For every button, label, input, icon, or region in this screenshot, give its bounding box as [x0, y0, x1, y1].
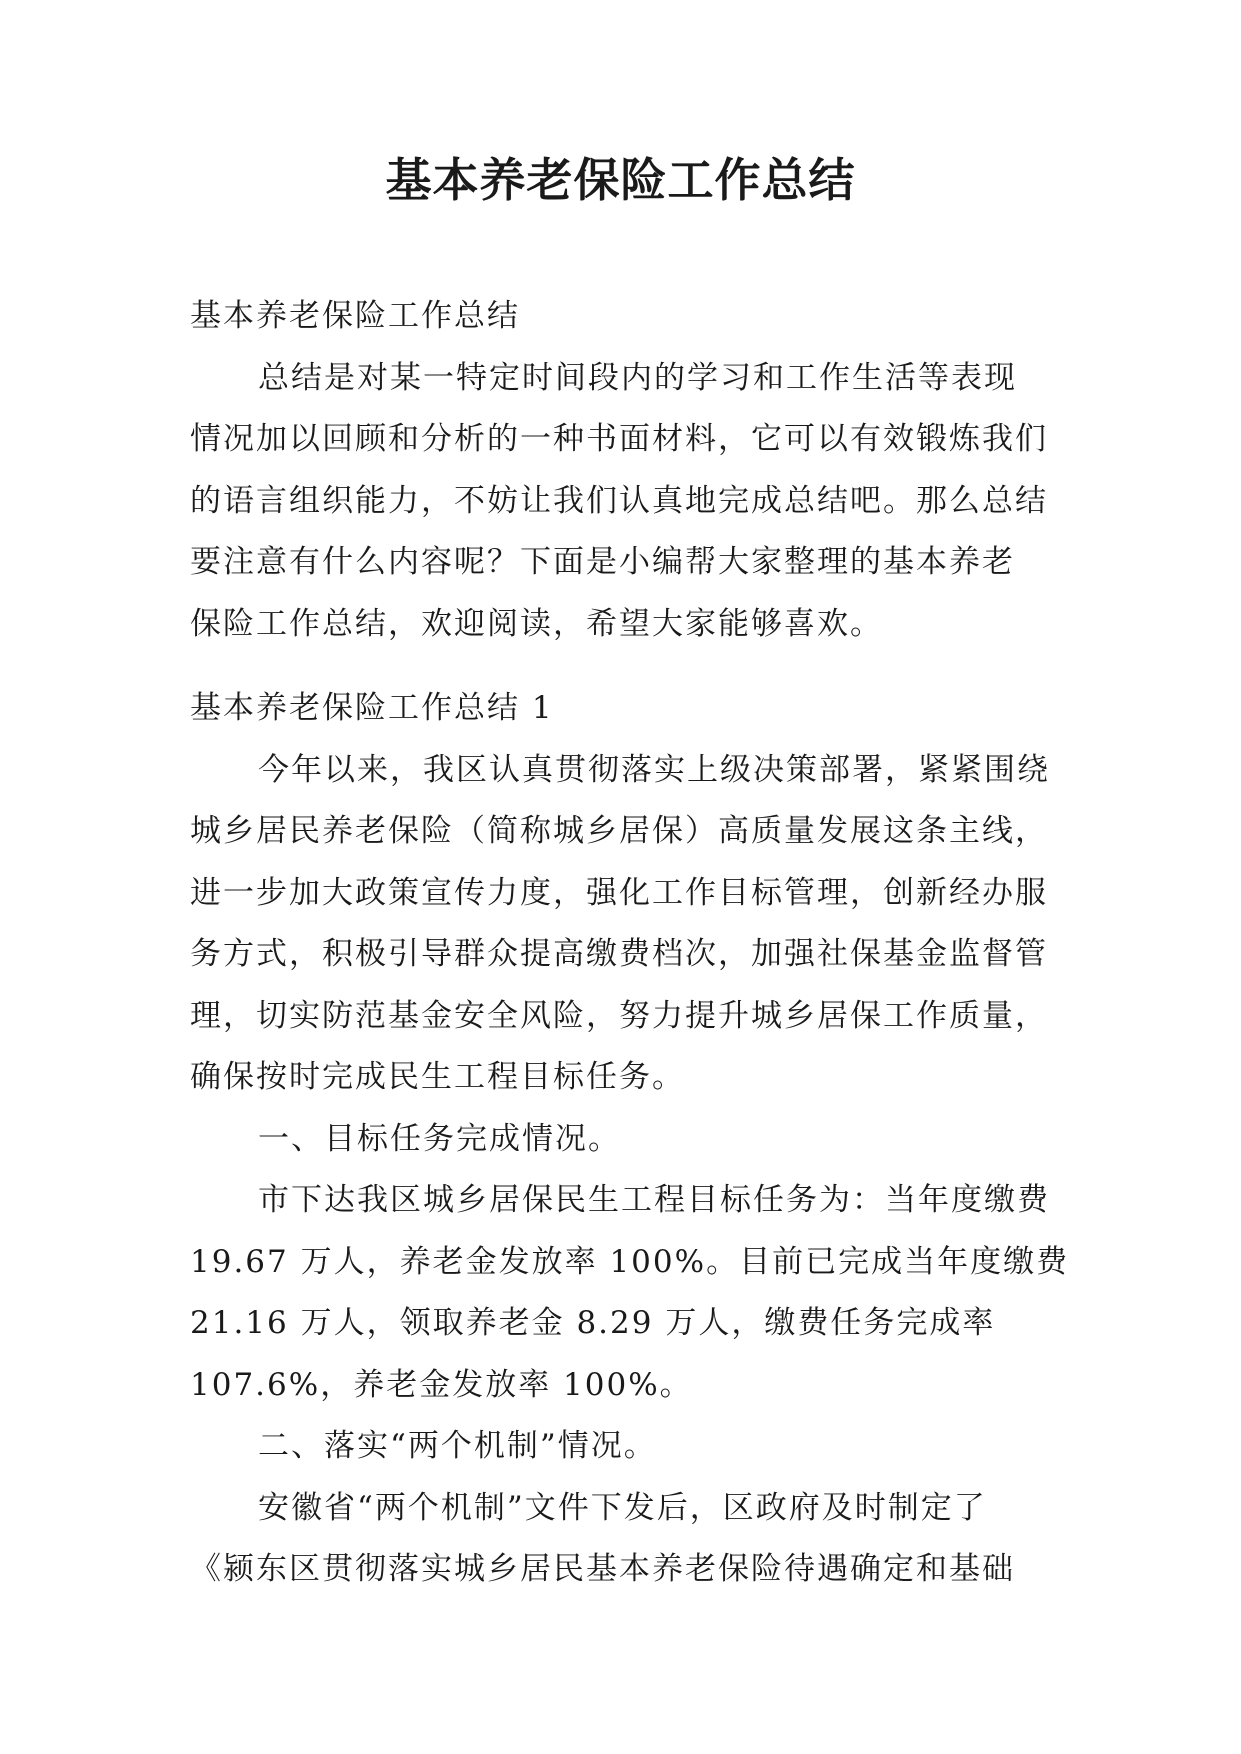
intro-line-5: 保险工作总结，欢迎阅读，希望大家能够喜欢。	[190, 605, 883, 642]
section-1-line-9: 19.67 万人，养老金发放率 100%。目前已完成当年度缴费	[190, 1243, 1070, 1280]
section-1-line-11: 107.6%，养老金发放率 100%。	[190, 1366, 693, 1403]
section-1-line-8: 市下达我区城乡居保民生工程目标任务为：当年度缴费	[258, 1182, 1050, 1218]
section-1-line-5: 理，切实防范基金安全风险，努力提升城乡居保工作质量，	[190, 997, 1048, 1034]
section-1-line-1: 今年以来，我区认真贯彻落实上级决策部署，紧紧围绕	[258, 751, 1050, 788]
subsection-heading-1: 一、目标任务完成情况。	[258, 1120, 621, 1157]
subsection-heading-2: 二、落实“两个机制”情况。	[258, 1428, 657, 1464]
intro-line-2: 情况加以回顾和分析的一种书面材料，它可以有效锻炼我们	[190, 421, 1048, 457]
intro-heading: 基本养老保险工作总结	[190, 298, 520, 334]
section-1-line-2: 城乡居民养老保险（简称城乡居保）高质量发展这条主线，	[190, 813, 1048, 849]
section-1-line-4: 务方式，积极引导群众提高缴费档次，加强社保基金监督管	[190, 936, 1048, 972]
section-1-line-13: 安徽省“两个机制”文件下发后，区政府及时制定了	[258, 1489, 987, 1526]
section-1-block	[190, 678, 1070, 1601]
intro-line-3: 的语言组织能力，不妨让我们认真地完成总结吧。那么总结	[190, 482, 1048, 519]
section-1-line-3: 进一步加大政策宣传力度，强化工作目标管理，创新经办服	[190, 874, 1048, 911]
section-1-line-10: 21.16 万人，领取养老金 8.29 万人，缴费任务完成率	[190, 1305, 996, 1341]
document-title: 基本养老保险工作总结	[385, 153, 856, 207]
intro-block	[190, 286, 1070, 655]
intro-line-1: 总结是对某一特定时间段内的学习和工作生活等表现	[258, 359, 1017, 396]
section-1-line-14: 《颍东区贯彻落实城乡居民基本养老保险待遇确定和基础	[190, 1551, 1015, 1587]
section-1-line-6: 确保按时完成民生工程目标任务。	[190, 1059, 685, 1095]
intro-line-4: 要注意有什么内容呢？下面是小编帮大家整理的基本养老	[190, 544, 1015, 580]
section-1-heading: 基本养老保险工作总结 1	[190, 690, 554, 726]
